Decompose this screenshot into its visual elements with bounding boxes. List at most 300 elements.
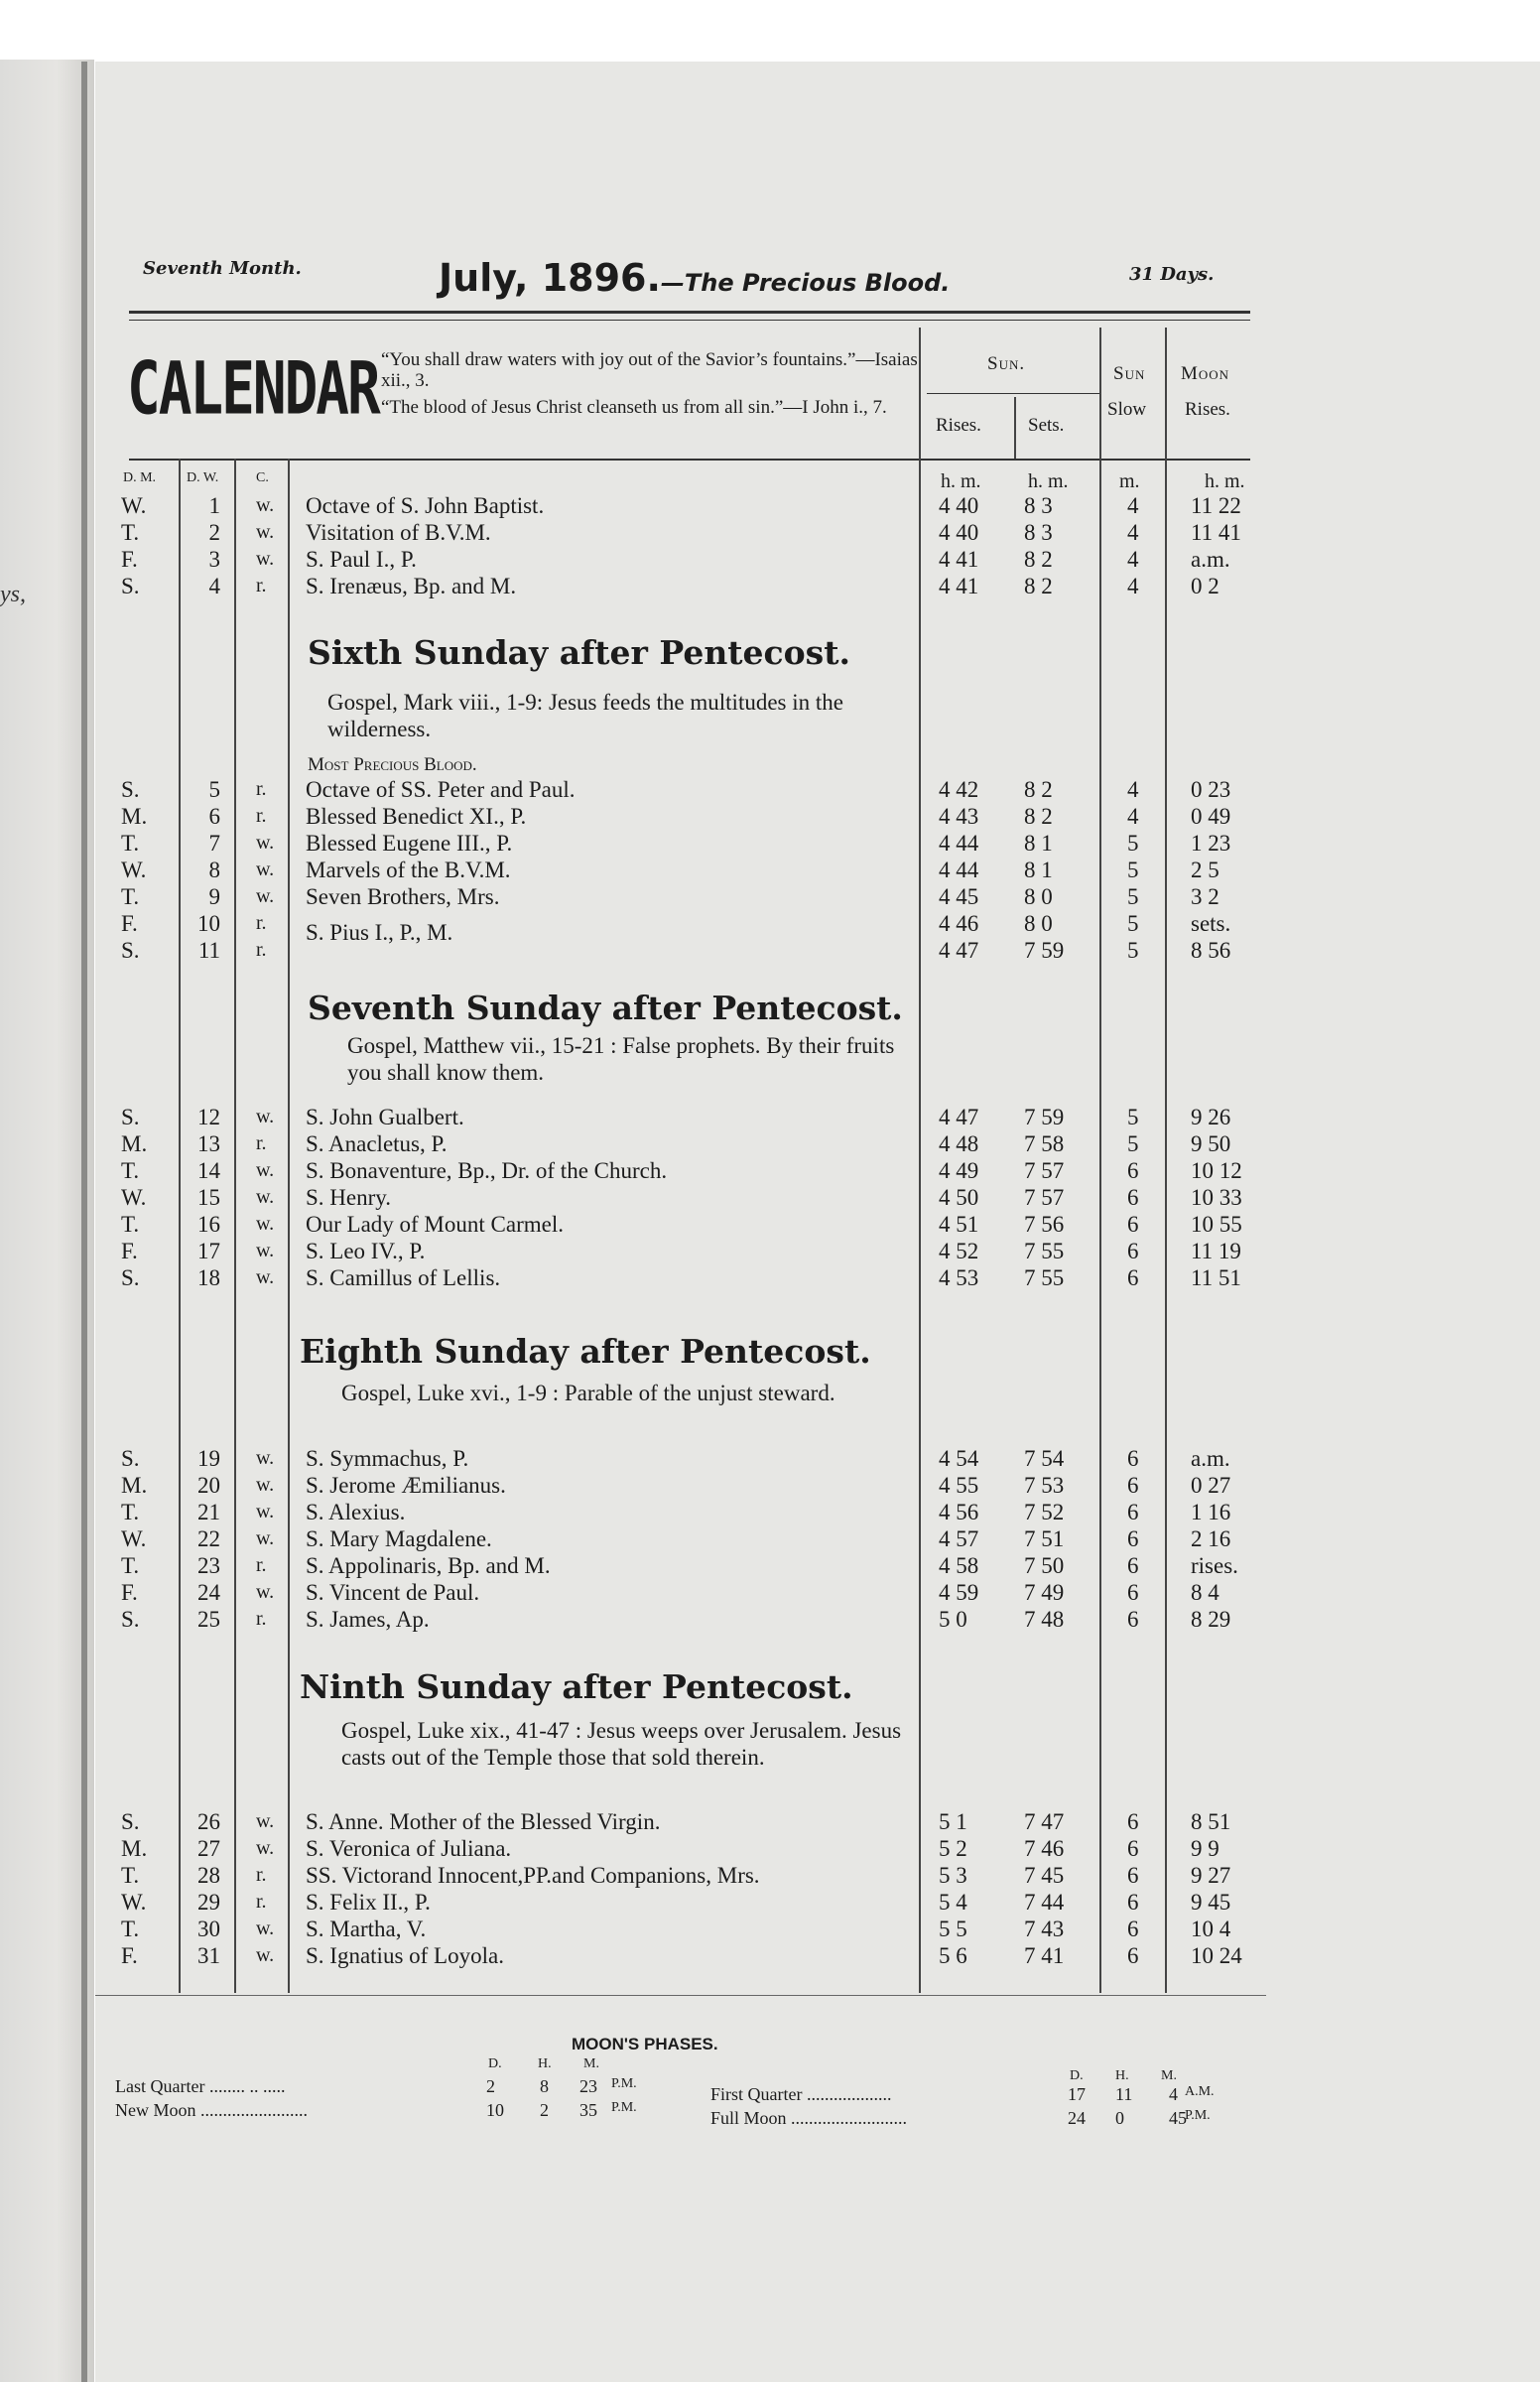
liturgical-color: w. (256, 1240, 275, 1261)
sun-rises: 4 41 (939, 574, 979, 598)
day-of-month: 6 (208, 804, 220, 829)
day-of-week: T. (121, 1212, 140, 1237)
sunday-title-7: Seventh Sunday after Pentecost. (308, 989, 903, 1027)
day-of-month: 9 (208, 884, 220, 909)
liturgical-color: w. (256, 832, 275, 854)
feast-name: Visitation of B.V.M. (306, 520, 491, 545)
feast-most-precious-blood: Most Precious Blood. (308, 754, 477, 775)
moon-rises: a.m. (1191, 1446, 1230, 1471)
liturgical-color: w. (256, 1918, 275, 1939)
gospel-6 (327, 689, 913, 742)
sun-rises: 4 40 (939, 520, 979, 545)
phase-minute: 4 (1169, 2084, 1178, 2104)
table-row (0, 1525, 1540, 1552)
liturgical-color: w. (256, 1501, 275, 1522)
phase-ampm: P.M. (1185, 2108, 1211, 2123)
liturgical-color: r. (256, 778, 267, 800)
sun-slow: 5 (1127, 858, 1139, 882)
sun-slow: 6 (1127, 1863, 1139, 1888)
sun-rises: 4 57 (939, 1526, 979, 1551)
feast-name: S. Vincent de Paul. (306, 1580, 480, 1605)
day-of-week: T. (121, 1863, 140, 1888)
feast-name: Octave of S. John Baptist. (306, 493, 545, 518)
day-of-month: 12 (197, 1105, 220, 1129)
phase-day: 10 (486, 2100, 504, 2120)
day-of-week: M. (121, 804, 148, 829)
day-of-week: W. (121, 493, 147, 518)
sun-rises: 4 55 (939, 1473, 979, 1498)
facing-page-text-fragment: ys, (0, 582, 26, 607)
phase-day: 17 (1068, 2084, 1086, 2104)
col-sun: Sun. (987, 353, 1026, 374)
table-row (0, 776, 1540, 803)
table-row (0, 1552, 1540, 1579)
sun-rises: 4 41 (939, 547, 979, 572)
col-moon-1: Moon (1181, 363, 1230, 384)
moon-rises: 10 12 (1191, 1158, 1242, 1183)
day-of-week: T. (121, 1500, 140, 1524)
liturgical-color: w. (256, 859, 275, 880)
moon-rises: 9 27 (1191, 1863, 1231, 1888)
sunday-title-9: Ninth Sunday after Pentecost. (300, 1667, 853, 1706)
phases-head-h-right: H. (1115, 2068, 1129, 2083)
sun-rises: 5 5 (939, 1917, 967, 1941)
sun-rises: 5 6 (939, 1943, 967, 1968)
day-of-month: 14 (197, 1158, 220, 1183)
feast-name: S. Anacletus, P. (306, 1131, 448, 1156)
sun-rises: 4 46 (939, 911, 979, 936)
table-head-rule (129, 459, 1250, 461)
sun-rises: 4 53 (939, 1265, 979, 1290)
sun-sets: 7 45 (1024, 1863, 1065, 1888)
liturgical-color: w. (256, 1837, 275, 1859)
day-of-month: 27 (197, 1836, 220, 1861)
liturgical-color: w. (256, 548, 275, 570)
col-dm: D. M. (123, 470, 157, 485)
sun-slow: 4 (1127, 520, 1139, 545)
phase-ampm: P.M. (611, 2076, 637, 2091)
day-of-month: 15 (197, 1185, 220, 1210)
sun-sets: 8 0 (1024, 884, 1053, 909)
day-of-month: 31 (197, 1943, 220, 1968)
sun-rises: 4 51 (939, 1212, 979, 1237)
liturgical-color: w. (256, 1944, 275, 1966)
day-of-month: 8 (208, 858, 220, 882)
sun-rises: 5 1 (939, 1809, 967, 1834)
moon-rises: 0 23 (1191, 777, 1231, 802)
table-row (0, 546, 1540, 573)
sun-sets: 7 59 (1024, 938, 1065, 963)
phases-head-m-left: M. (583, 2056, 599, 2071)
col-hm-sets: h. m. (1028, 470, 1069, 492)
sun-sets: 7 58 (1024, 1131, 1065, 1156)
day-of-month: 18 (197, 1265, 220, 1290)
feast-name: S. Veronica of Juliana. (306, 1836, 512, 1861)
moon-rises: a.m. (1191, 547, 1230, 572)
phases-head-d-right: D. (1070, 2068, 1084, 2083)
sun-sets: 7 43 (1024, 1917, 1065, 1941)
feast-pius: S. Pius I., P., M. (306, 920, 453, 945)
phase-minute: 45 (1169, 2108, 1187, 2128)
moon-rises: 8 51 (1191, 1809, 1231, 1834)
table-row (0, 1104, 1540, 1130)
day-of-week: M. (121, 1836, 148, 1861)
sun-rises: 4 47 (939, 1105, 979, 1129)
liturgical-color: r. (256, 805, 267, 827)
quote-john: “The blood of Jesus Christ cleanseth us from all sin.”—I John i., 7. (381, 397, 887, 418)
day-of-week: S. (121, 1446, 140, 1471)
moon-rises: 9 26 (1191, 1105, 1231, 1129)
days-count: 31 Days. (1129, 264, 1215, 285)
sun-slow: 4 (1127, 547, 1139, 572)
day-of-month: 21 (197, 1500, 220, 1524)
feast-name: S. Paul I., P. (306, 547, 417, 572)
sun-rises: 4 58 (939, 1553, 979, 1578)
phase-minute: 35 (579, 2100, 597, 2120)
sun-slow: 5 (1127, 911, 1139, 936)
feast-name: Marvels of the B.V.M. (306, 858, 511, 882)
col-m-slow: m. (1119, 470, 1140, 492)
day-of-week: S. (121, 1105, 140, 1129)
day-of-week: W. (121, 858, 147, 882)
table-row (0, 937, 1540, 964)
feast-name: S. Mary Magdalene. (306, 1526, 492, 1551)
liturgical-color: w. (256, 521, 275, 543)
liturgical-color: w. (256, 1447, 275, 1469)
day-of-month: 5 (208, 777, 220, 802)
sun-sets: 7 41 (1024, 1943, 1065, 1968)
sun-rises: 5 2 (939, 1836, 967, 1861)
sun-slow: 6 (1127, 1446, 1139, 1471)
day-of-week: T. (121, 1158, 140, 1183)
sun-slow: 6 (1127, 1809, 1139, 1834)
liturgical-color: w. (256, 1474, 275, 1496)
sun-rises: 4 47 (939, 938, 979, 963)
sun-slow: 5 (1127, 1105, 1139, 1129)
day-of-month: 23 (197, 1553, 220, 1578)
day-of-month: 19 (197, 1446, 220, 1471)
moon-rises: 0 49 (1191, 804, 1231, 829)
sun-rises: 4 54 (939, 1446, 979, 1471)
day-of-week: F. (121, 1239, 138, 1263)
feast-name: S. Jerome Æmilianus. (306, 1473, 506, 1498)
sun-sets: 8 0 (1024, 911, 1053, 936)
feast-name: S. Camillus of Lellis. (306, 1265, 501, 1290)
sun-sets: 8 3 (1024, 520, 1053, 545)
feast-name: S. Felix II., P. (306, 1890, 431, 1915)
moon-rises: 9 45 (1191, 1890, 1231, 1915)
day-of-month: 24 (197, 1580, 220, 1605)
month-ordinal: Seventh Month. (143, 258, 302, 279)
liturgical-color: w. (256, 1266, 275, 1288)
day-of-week: T. (121, 520, 140, 545)
sun-sets: 7 49 (1024, 1580, 1065, 1605)
phases-head-m-right: M. (1161, 2068, 1177, 2083)
liturgical-color: w. (256, 1810, 275, 1832)
phase-hour: 11 (1115, 2084, 1133, 2104)
day-of-month: 1 (208, 493, 220, 518)
sun-rises: 4 44 (939, 858, 979, 882)
liturgical-color: w. (256, 1159, 275, 1181)
table-row (0, 1889, 1540, 1916)
sun-sets: 7 55 (1024, 1239, 1065, 1263)
col-sets: Sets. (1028, 415, 1065, 436)
day-of-month: 2 (208, 520, 220, 545)
moon-rises: 11 19 (1191, 1239, 1241, 1263)
gospel-8: Gospel, Luke xvi., 1-9 : Parable of the unjust steward. (341, 1381, 835, 1405)
sun-rises: 4 48 (939, 1131, 979, 1156)
sun-sets: 8 1 (1024, 831, 1053, 856)
liturgical-color: r. (256, 939, 267, 961)
sun-rises: 4 43 (939, 804, 979, 829)
sun-rises: 4 40 (939, 493, 979, 518)
gospel-9: Gospel, Luke xix., 41-47 : Jesus weeps over Jerusalem. Jesus casts out of the Temple those that sold therein. (341, 1718, 902, 1770)
feast-name: S. Leo IV., P. (306, 1239, 426, 1263)
liturgical-color: r. (256, 1554, 267, 1576)
moon-rises: 3 2 (1191, 884, 1219, 909)
col-sun-slow-1: Sun (1113, 363, 1146, 384)
day-of-month: 30 (197, 1917, 220, 1941)
sun-slow: 6 (1127, 1917, 1139, 1941)
moon-rises: 1 16 (1191, 1500, 1231, 1524)
table-row (0, 830, 1540, 857)
sun-slow: 5 (1127, 1131, 1139, 1156)
day-of-week: F. (121, 1943, 138, 1968)
col-hm-rises: h. m. (941, 470, 981, 492)
day-of-month: 11 (197, 938, 220, 963)
day-of-month: 16 (197, 1212, 220, 1237)
sun-slow: 6 (1127, 1943, 1139, 1968)
liturgical-color: w. (256, 494, 275, 516)
feast-name: S. Martha, V. (306, 1917, 427, 1941)
sun-sets: 7 57 (1024, 1185, 1065, 1210)
liturgical-color: r. (256, 1608, 267, 1630)
moon-rises: 2 16 (1191, 1526, 1231, 1551)
feast-name: Blessed Benedict XI., P. (306, 804, 527, 829)
table-row (0, 1184, 1540, 1211)
liturgical-color: r. (256, 912, 267, 934)
table-row (0, 1916, 1540, 1942)
day-of-month: 20 (197, 1473, 220, 1498)
phase-hour: 8 (540, 2076, 549, 2096)
moon-rises: rises. (1191, 1553, 1238, 1578)
day-of-month: 10 (197, 911, 220, 936)
phase-ampm: A.M. (1185, 2084, 1215, 2099)
sun-sets: 7 59 (1024, 1105, 1065, 1129)
table-row (0, 1499, 1540, 1525)
phase-name: First Quarter ................... (710, 2084, 892, 2104)
col-sun-slow-2: Slow (1107, 399, 1147, 420)
col-c: C. (256, 470, 269, 485)
feast-name: S. John Gualbert. (306, 1105, 464, 1129)
table-row (0, 1211, 1540, 1238)
col-rises: Rises. (936, 415, 981, 436)
table-row (0, 1606, 1540, 1633)
col-hm-moon: h. m. (1205, 470, 1245, 492)
moon-rises: 2 5 (1191, 858, 1219, 882)
sun-slow: 6 (1127, 1473, 1139, 1498)
feast-name: S. Irenæus, Bp. and M. (306, 574, 517, 598)
liturgical-color: w. (256, 885, 275, 907)
moon-rises: 10 24 (1191, 1943, 1242, 1968)
day-of-week: M. (121, 1473, 148, 1498)
moon-rises: 10 4 (1191, 1917, 1231, 1941)
moon-rises: 10 33 (1191, 1185, 1242, 1210)
phase-day: 2 (486, 2076, 495, 2096)
day-of-week: F. (121, 911, 138, 936)
day-of-week: S. (121, 1607, 140, 1632)
day-of-week: S. (121, 574, 140, 598)
moon-rises: 0 27 (1191, 1473, 1231, 1498)
liturgical-color: r. (256, 575, 267, 596)
title-date: July, 1896. (439, 256, 661, 300)
phase-minute: 23 (579, 2076, 597, 2096)
day-of-week: M. (121, 1131, 148, 1156)
table-row (0, 1472, 1540, 1499)
liturgical-color: w. (256, 1186, 275, 1208)
sun-slow: 6 (1127, 1553, 1139, 1578)
sun-sets: 8 2 (1024, 574, 1053, 598)
sun-slow: 6 (1127, 1836, 1139, 1861)
sun-slow: 5 (1127, 938, 1139, 963)
sun-slow: 6 (1127, 1239, 1139, 1263)
day-of-week: S. (121, 1809, 140, 1834)
sun-rises: 4 44 (939, 831, 979, 856)
table-row (0, 1264, 1540, 1291)
table-row (0, 1862, 1540, 1889)
day-of-week: T. (121, 1553, 140, 1578)
feast-name: S. Bonaventure, Bp., Dr. of the Church. (306, 1158, 668, 1183)
sun-slow: 4 (1127, 777, 1139, 802)
table-row (0, 1238, 1540, 1264)
day-of-week: W. (121, 1890, 147, 1915)
day-of-month: 22 (197, 1526, 220, 1551)
sun-sets: 7 52 (1024, 1500, 1065, 1524)
sun-sets: 8 2 (1024, 547, 1053, 572)
sun-sets: 8 2 (1024, 777, 1053, 802)
day-of-month: 26 (197, 1809, 220, 1834)
day-of-week: S. (121, 938, 140, 963)
phase-ampm: P.M. (611, 2100, 637, 2115)
day-of-month: 7 (208, 831, 220, 856)
quote-isaias: “You shall draw waters with joy out of the Savior’s fountains.”—Isaias xii., 3. (381, 349, 918, 391)
day-of-month: 13 (197, 1131, 220, 1156)
rule-rises-sets-head (1014, 397, 1016, 459)
table-row (0, 492, 1540, 519)
sun-sets: 7 44 (1024, 1890, 1065, 1915)
sun-slow: 6 (1127, 1526, 1139, 1551)
sun-sets: 7 50 (1024, 1553, 1065, 1578)
table-row (0, 1130, 1540, 1157)
phase-name: Full Moon .......................... (710, 2108, 908, 2128)
sun-sets: 7 46 (1024, 1836, 1065, 1861)
table-row (0, 803, 1540, 830)
sun-slow: 5 (1127, 884, 1139, 909)
sun-rises: 4 45 (939, 884, 979, 909)
table-row (0, 910, 1540, 937)
sun-slow: 6 (1127, 1500, 1139, 1524)
table-row (0, 1445, 1540, 1472)
feast-name: S. Alexius. (306, 1500, 406, 1524)
sun-rises: 5 4 (939, 1890, 967, 1915)
day-of-week: W. (121, 1526, 147, 1551)
sun-slow: 6 (1127, 1185, 1139, 1210)
sun-rises: 5 3 (939, 1863, 967, 1888)
sun-rises: 4 52 (939, 1239, 979, 1263)
gospel-6-text: Gospel, Mark viii., 1-9: Jesus feeds the multitudes in the wilderness. (327, 690, 843, 741)
feast-name: S. James, Ap. (306, 1607, 430, 1632)
sun-rises: 4 42 (939, 777, 979, 802)
day-of-month: 28 (197, 1863, 220, 1888)
sun-rises: 4 50 (939, 1185, 979, 1210)
table-row (0, 1835, 1540, 1862)
feast-name: SS. Victorand Innocent,PP.and Companions, Mrs. (306, 1863, 760, 1888)
day-of-week: F. (121, 547, 138, 572)
feast-name: Blessed Eugene III., P. (306, 831, 513, 856)
sun-sets: 7 51 (1024, 1526, 1065, 1551)
feast-name: S. Symmachus, P. (306, 1446, 469, 1471)
sun-slow: 6 (1127, 1158, 1139, 1183)
sun-slow: 6 (1127, 1580, 1139, 1605)
phase-name: New Moon ........................ (115, 2100, 308, 2120)
phase-hour: 2 (540, 2100, 549, 2120)
moon-rises: 10 55 (1191, 1212, 1242, 1237)
header-rule-thick (129, 311, 1250, 314)
liturgical-color: r. (256, 1891, 267, 1913)
sun-slow: 6 (1127, 1265, 1139, 1290)
title-subtitle: —The Precious Blood. (660, 269, 951, 297)
liturgical-color: w. (256, 1213, 275, 1235)
liturgical-color: r. (256, 1132, 267, 1154)
liturgical-color: r. (256, 1864, 267, 1886)
sun-sets: 7 53 (1024, 1473, 1065, 1498)
moon-rises: 0 2 (1191, 574, 1219, 598)
sun-slow: 6 (1127, 1212, 1139, 1237)
sun-sets: 8 2 (1024, 804, 1053, 829)
day-of-week: T. (121, 831, 140, 856)
sun-sets: 7 56 (1024, 1212, 1065, 1237)
day-of-week: F. (121, 1580, 138, 1605)
moon-rises: 9 9 (1191, 1836, 1219, 1861)
moon-rises: 11 22 (1191, 493, 1241, 518)
table-row (0, 573, 1540, 599)
sun-sets: 7 54 (1024, 1446, 1065, 1471)
sun-underline (927, 393, 1099, 394)
day-of-month: 29 (197, 1890, 220, 1915)
feast-name: Our Lady of Mount Carmel. (306, 1212, 564, 1237)
calendar-label: CALENDAR (127, 347, 379, 432)
header-rule-thin (129, 320, 1250, 321)
sun-slow: 6 (1127, 1890, 1139, 1915)
sun-rises: 4 59 (939, 1580, 979, 1605)
sun-rises: 5 0 (939, 1607, 967, 1632)
sun-slow: 5 (1127, 831, 1139, 856)
day-of-month: 25 (197, 1607, 220, 1632)
sun-slow: 4 (1127, 493, 1139, 518)
day-of-week: W. (121, 1185, 147, 1210)
sun-sets: 8 1 (1024, 858, 1053, 882)
sun-sets: 7 48 (1024, 1607, 1065, 1632)
day-of-week: T. (121, 1917, 140, 1941)
moon-rises: 8 29 (1191, 1607, 1231, 1632)
col-moon-2: Rises. (1185, 399, 1230, 420)
day-of-month: 3 (208, 547, 220, 572)
moon-phases-title: MOON'S PHASES. (572, 2035, 718, 2053)
table-row (0, 883, 1540, 910)
gospel-7: Gospel, Matthew vii., 15-21 : False prophets. By their fruits you shall know them. (347, 1033, 895, 1085)
sunday-title-8: Eighth Sunday after Pentecost. (300, 1332, 871, 1371)
moon-rises: 1 23 (1191, 831, 1231, 856)
